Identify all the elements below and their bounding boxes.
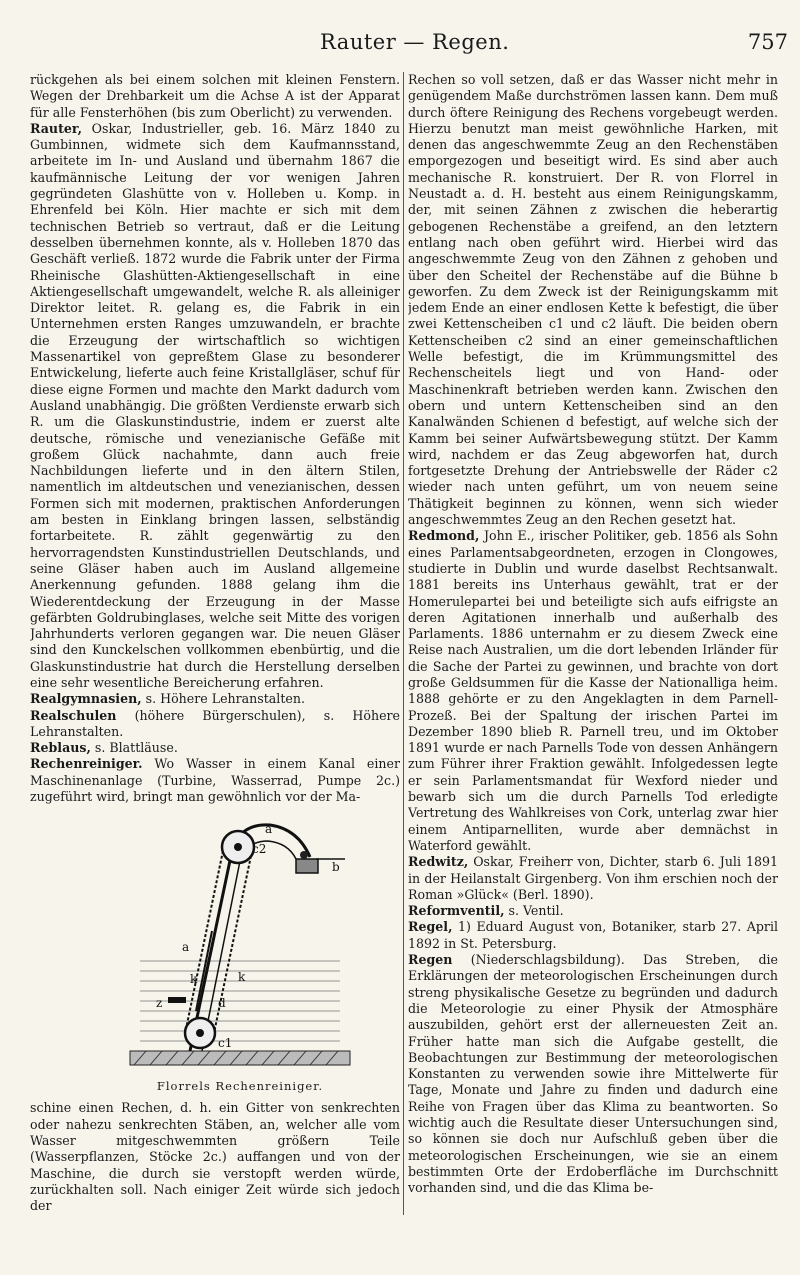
- entry-text: (Niederschlagsbildung). Das Streben, die Erklärungen der meteorologischen Erscheinungen durch streng physikalische Gesetze zu begründen und dadurch die Meteorologie zu einer Physik der Atmosphäre auszubilden, gehört erst der allerneuesten Zeit an. Früher hatte man sich die Aufgabe gestellt, die Beobachtungen zur Bestimmung der meteorologischen Konstanten zu verwenden sowie ihre Mittelwerte für Tage, Monate und Jahre zu finden und dadurch eine Reihe von Fragen über das Klima zu beantworten. So wichtig auch die Resultate dieser Untersuchungen sind, so können sie doch nur Aufschluß geben über die meteorologischen Erscheinungen, wie sie an einem bestimmten Orte der Erdoberfläche im Durchschnitt vorhanden sind, und die das Klima be-: [408, 952, 778, 1196]
- running-head: Rauter — Regen.: [320, 30, 510, 54]
- entry-text: 1) Eduard August von, Botaniker, starb 27. April 1892 in St. Petersburg.: [408, 919, 778, 951]
- entry-text: s. Blattläuse.: [90, 740, 178, 756]
- headword: Reblaus,: [30, 740, 91, 756]
- figure-label-a-left: a: [182, 940, 190, 955]
- figure-label-c2: c2: [252, 842, 267, 857]
- page-number: 757: [747, 30, 788, 54]
- figure-label-d: d: [218, 996, 226, 1011]
- headword: Redwitz,: [408, 854, 469, 870]
- entry-regel: [408, 919, 778, 952]
- entry-text: Wo Wasser in einem Kanal einer Maschinenanlage (Turbine, Wasserrad, Pumpe 2c.) zugeführt wird, bringt man gewöhnlich vor der Ma-: [30, 756, 400, 805]
- headword: Regen: [408, 952, 453, 968]
- entry-text: Oskar, Industrieller, geb. 16. März 1840 zu Gumbinnen, widmete sich dem Kaufmannsstand, arbeitete im In- und Ausland und übernahm 1867 die kaufmännische Leitung der vor wenigen Jahren gegründeten Glashütte von v. Holleben u. Komp. in Ehrenfeld bei Köln. Hier machte er sich mit dem technischen Betrieb so vertraut, daß er die Leitung desselben übernehmen konnte, als v. Holleben 1870 das Geschäft verließ. 1872 wurde die Fabrik unter der Firma Rheinische Glashütten-Aktiengesellschaft in eine Aktiengesellschaft umgewandelt, welche R. als alleiniger Direktor leitet. R. gelang es, die Fabrik in ein Unternehmen ersten Ranges umzuwandeln, er brachte die Erzeugung der wirtschaftlich so wichtigen Massenartikel von gepreßtem Glase zu besonderer Entwickelung, lieferte auch feine Kristallgläser, schuf für diese eigne Formen und machte den Markt dadurch vom Ausland unabhängig. Die größten Verdienste erwarb sich R. um die Glaskunstindustrie, indem er zuerst alte deutsche, römische und venezianische Gefäße mit großem Glück nachahmte, dann auch freie Nachbildungen lieferte und in den ältern Stilen, namentlich im altdeutschen und venezianischen, dessen Formen sich mit modernen, praktischen Anforderungen am besten in Einklang bringen lassen, selbständig fortarbeitete. R. zählt gegenwärtig zu den hervorragendsten Kunstindustriellen Deutschlands, und seine Gläser haben auch im Ausland allgemeine Anerkennung gefunden. 1888 gelang ihm die Wiederentdeckung der Erzeugung in der Masse gefärbten Goldrubinglases, welche seit Mitte des vorigen Jahrhunderts verloren gegangen war. Die neuen Gläser sind den Kunckelschen vollkommen ebenbürtig, und die Glaskunstindustrie hat durch die Herstellung derselben eine sehr wesentliche Bereicherung erfahren.: [30, 120, 400, 690]
- entry-continuation: rückgehen als bei einem solchen mit kleinen Fenstern. Wegen der Drehbarkeit um die Achse A ist der Apparat für alle Fensterhöhen (bis zum Oberlicht) zu verwenden.: [30, 72, 400, 120]
- figure-label-k-left: k: [190, 972, 198, 987]
- headword: Regel,: [408, 919, 453, 935]
- entry-regen: [408, 952, 778, 1196]
- right-column: [408, 72, 778, 1255]
- figure-label-c1: c1: [218, 1036, 233, 1051]
- headword: Rechenreiniger.: [30, 756, 143, 772]
- figure-label-a-top: a: [265, 822, 273, 837]
- entry-text: s. Ventil.: [504, 903, 564, 919]
- headword: Realgymnasien,: [30, 691, 142, 707]
- headword: Realschulen: [30, 707, 117, 723]
- headword: Reformventil,: [408, 903, 505, 919]
- entry-rechenreiniger-cont: Rechen so voll setzen, daß er das Wasser nicht mehr in genügendem Maße durchströmen lassen kann. Dem muß durch öftere Reinigung des Rechens vorgebeugt werden. Hierzu benutzt man meist gewöhnliche Harken, mit denen das angeschwemmte Zeug an den Rechenstäben emporgezogen und beseitigt wird. Es sind aber auch mechanische R. konstruiert. Der R. von Florrel in Neustadt a. d. H. besteht aus einem Reinigungskamm, der, mit seinen Zähnen z zwischen die heberartig gebogenen Rechenstäbe a greifend, an den letztern entlang nach oben geführt wird. Hierbei wird das angeschwemmte Zeug von den Zähnen z gehoben und über den Scheitel der Rechenstäbe auf die Bühne b geworfen. Zu dem Zweck ist der Reinigungskamm mit jedem Ende an einer endlosen Kette k befestigt, die über zwei Kettenscheiben c1 und c2 läuft. Die beiden obern Kettenscheiben c2 sind an einer gemeinschaftlichen Welle befestigt, die im Krümmungsmittel des Rechenscheitels liegt und von Hand- oder Maschinenkraft betrieben werden kann. Zwischen den obern und untern Kettenscheiben sind an den Kanalwänden Schienen d befestigt, auf welche sich der Kamm bei seiner Aufwärtsbewegung stützt. Der Kamm wird, nachdem er das Zeug abgeworfen hat, durch fortgesetzte Drehung der Antriebswelle der Räder c2 wieder nach unten geführt, um von neuem seine Thätigkeit beginnen zu können, wenn sich wieder angeschwemmtes Zeug an den Rechen gesetzt hat.: [408, 72, 778, 528]
- entry-realgymnasien: [30, 691, 400, 707]
- rake-cleaner-illustration: [120, 811, 360, 1076]
- entry-text: s. Höhere Lehranstalten.: [141, 691, 305, 707]
- entry-reformventil: [408, 903, 778, 919]
- figure-label-b: b: [332, 860, 340, 875]
- entry-reblaus: [30, 740, 400, 756]
- figure-label-k-right: k: [238, 970, 246, 985]
- entry-text: (höhere Bürgerschulen), s. Höhere Lehranstalten.: [30, 707, 400, 739]
- entry-text: Oskar, Freiherr von, Dichter, starb 6. Juli 1891 in der Heilanstalt Girgenberg. Von ihm erschien noch der Roman »Glück« (Berl. 1890).: [408, 854, 778, 902]
- page-header: [0, 30, 800, 60]
- entry-rauter: [30, 121, 400, 691]
- left-column: [30, 72, 400, 1255]
- entry-realschulen: [30, 708, 400, 741]
- entry-text: John E., irischer Politiker, geb. 1856 als Sohn eines Parlamentsabgeordneten, erzogen in Clongowes, studierte in Dublin und wurde daselbst Rechtsanwalt. 1881 bereits ins Unterhaus gewählt, trat er der Homerulepartei bei und beteiligte sich aufs eifrigste an deren Agitationen innerhalb und außerhalb des Parlaments. 1886 unternahm er zu diesem Zweck eine Reise nach Australien, um die dort lebenden Irländer für die Sache der Partei zu gewinnen, und brachte von dort große Geldsummen für die Kasse der Nationalliga heim. 1888 gehörte er zu den Angeklagten in dem Parnell-Prozeß. Bei der Spaltung der irischen Partei im Dezember 1890 blieb R. Parnell treu, und im Oktober 1891 wurde er nach Parnells Tode von dessen Anhängern zum Führer ihrer Fraktion gewählt. Infolgedessen legte er sein Parlamentsmandat für Wexford nieder und bewarb sich um die durch Parnells Tod erledigte Vertretung des Wahlkreises von Cork, unterlag zwar hier einem Antiparnelliten, wurde aber demnächst in Waterford gewählt.: [408, 528, 778, 853]
- entry-redwitz: [408, 854, 778, 903]
- entry-redmond: [408, 528, 778, 854]
- column-divider: [403, 72, 404, 1215]
- headword: Rauter,: [30, 120, 83, 136]
- rechenreiniger-figure: [120, 811, 360, 1096]
- entry-rechenreiniger-continued: schine einen Rechen, d. h. ein Gitter von senkrechten oder nahezu senkrechten Stäben, an, welcher alle vom Wasser mitgeschwemmten größern Teile (Wasserpflanzen, Stöcke 2c.) auffangen und von der Maschine, die durch sie verstopft werden würde, zurückhalten soll. Nach einiger Zeit würde sich jedoch der: [30, 1100, 400, 1214]
- figure-caption: Florrels Rechenreiniger.: [156, 1079, 324, 1094]
- headword: Redmond,: [408, 528, 480, 544]
- figure-label-z: z: [156, 996, 163, 1011]
- entry-rechenreiniger: [30, 756, 400, 805]
